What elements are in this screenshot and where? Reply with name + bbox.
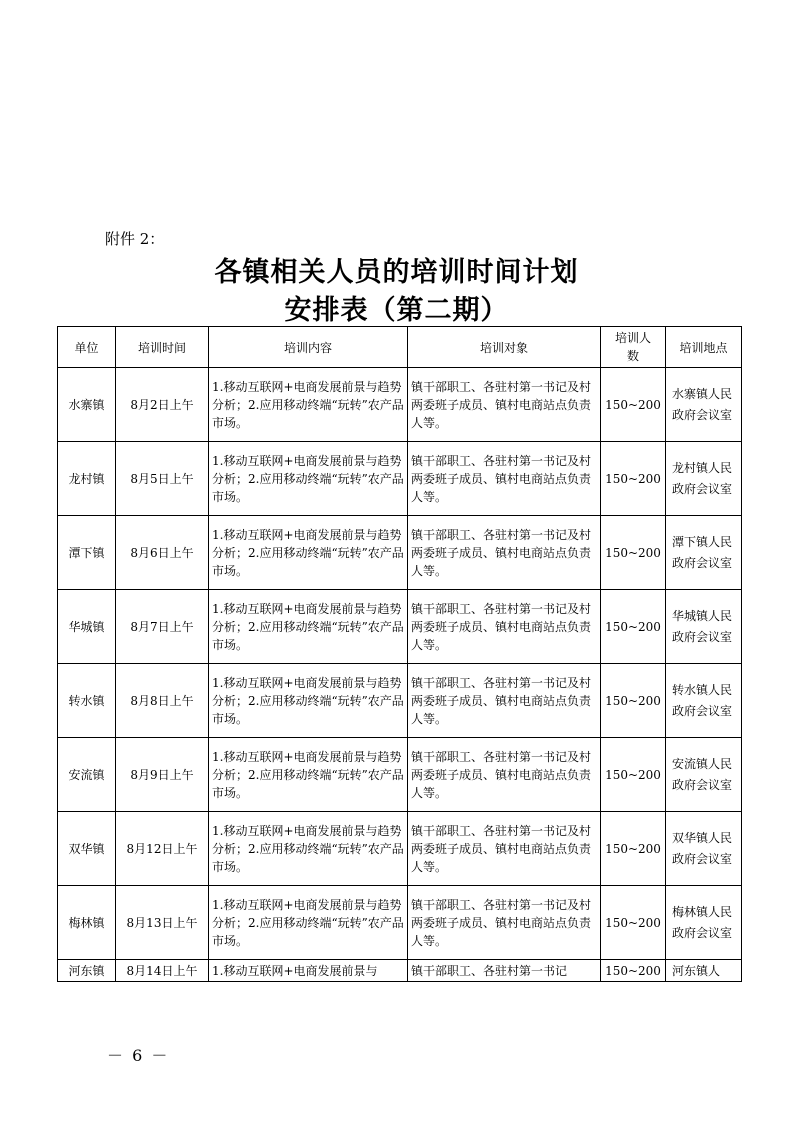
header-target: 培训对象 (408, 327, 601, 368)
cell-place: 潭下镇人民政府会议室 (666, 516, 742, 590)
cell-target: 镇干部职工、各驻村第一书记 (408, 960, 601, 982)
cell-place: 河东镇人 (666, 960, 742, 982)
cell-time: 8月13日上午 (116, 886, 209, 960)
table-row (58, 886, 742, 960)
cell-count: 150~200 (601, 960, 666, 982)
cell-place: 安流镇人民政府会议室 (666, 738, 742, 812)
cell-target: 镇干部职工、各驻村第一书记及村两委班子成员、镇村电商站点负责人等。 (408, 590, 601, 664)
header-place: 培训地点 (666, 327, 742, 368)
page-title-line1: 各镇相关人员的培训时间计划 (214, 257, 579, 288)
cell-content: 1.移动互联网+电商发展前景与趋势分析；2.应用移动终端“玩转”农产品市场。 (209, 442, 408, 516)
cell-target: 镇干部职工、各驻村第一书记及村两委班子成员、镇村电商站点负责人等。 (408, 738, 601, 812)
cell-time: 8月7日上午 (116, 590, 209, 664)
cell-time: 8月8日上午 (116, 664, 209, 738)
cell-content: 1.移动互联网+电商发展前景与趋势分析；2.应用移动终端“玩转”农产品市场。 (209, 590, 408, 664)
table-row (58, 738, 742, 812)
cell-unit: 安流镇 (58, 738, 116, 812)
cell-place: 龙村镇人民政府会议室 (666, 442, 742, 516)
cell-content: 1.移动互联网+电商发展前景与趋势分析；2.应用移动终端“玩转”农产品市场。 (209, 738, 408, 812)
cell-count: 150~200 (601, 516, 666, 590)
cell-target: 镇干部职工、各驻村第一书记及村两委班子成员、镇村电商站点负责人等。 (408, 664, 601, 738)
cell-content: 1.移动互联网+电商发展前景与趋势分析；2.应用移动终端“玩转”农产品市场。 (209, 368, 408, 442)
cell-unit: 梅林镇 (58, 886, 116, 960)
cell-content: 1.移动互联网+电商发展前景与趋势分析；2.应用移动终端“玩转”农产品市场。 (209, 664, 408, 738)
page-title-line2: 安排表（第二期） (284, 295, 509, 326)
cell-time: 8月2日上午 (116, 368, 209, 442)
cell-target: 镇干部职工、各驻村第一书记及村两委班子成员、镇村电商站点负责人等。 (408, 368, 601, 442)
cell-target: 镇干部职工、各驻村第一书记及村两委班子成员、镇村电商站点负责人等。 (408, 812, 601, 886)
header-time: 培训时间 (116, 327, 209, 368)
cell-count: 150~200 (601, 886, 666, 960)
training-schedule-table (57, 326, 742, 982)
header-content: 培训内容 (209, 327, 408, 368)
cell-unit: 双华镇 (58, 812, 116, 886)
cell-place: 梅林镇人民政府会议室 (666, 886, 742, 960)
cell-place: 水寨镇人民政府会议室 (666, 368, 742, 442)
cell-time: 8月6日上午 (116, 516, 209, 590)
cell-count: 150~200 (601, 738, 666, 812)
cell-content: 1.移动互联网+电商发展前景与 (209, 960, 408, 982)
cell-place: 转水镇人民政府会议室 (666, 664, 742, 738)
page-number: － 6 － (107, 1046, 170, 1065)
cell-time: 8月5日上午 (116, 442, 209, 516)
cell-target: 镇干部职工、各驻村第一书记及村两委班子成员、镇村电商站点负责人等。 (408, 516, 601, 590)
cell-time: 8月12日上午 (116, 812, 209, 886)
cell-unit: 转水镇 (58, 664, 116, 738)
cell-unit: 潭下镇 (58, 516, 116, 590)
cell-unit: 龙村镇 (58, 442, 116, 516)
cell-place: 双华镇人民政府会议室 (666, 812, 742, 886)
table-header-row (58, 327, 742, 368)
cell-time: 8月14日上午 (116, 960, 209, 982)
header-unit: 单位 (58, 327, 116, 368)
cell-count: 150~200 (601, 442, 666, 516)
cell-unit: 水寨镇 (58, 368, 116, 442)
table-row (58, 516, 742, 590)
cell-content: 1.移动互联网+电商发展前景与趋势分析；2.应用移动终端“玩转”农产品市场。 (209, 812, 408, 886)
cell-target: 镇干部职工、各驻村第一书记及村两委班子成员、镇村电商站点负责人等。 (408, 442, 601, 516)
cell-target: 镇干部职工、各驻村第一书记及村两委班子成员、镇村电商站点负责人等。 (408, 886, 601, 960)
attachment-label: 附件 2： (105, 230, 165, 248)
table-row (58, 812, 742, 886)
cell-unit: 河东镇 (58, 960, 116, 982)
cell-count: 150~200 (601, 664, 666, 738)
table-row (58, 960, 742, 982)
cell-content: 1.移动互联网+电商发展前景与趋势分析；2.应用移动终端“玩转”农产品市场。 (209, 886, 408, 960)
table-row (58, 590, 742, 664)
table-row (58, 664, 742, 738)
cell-unit: 华城镇 (58, 590, 116, 664)
cell-count: 150~200 (601, 590, 666, 664)
cell-time: 8月9日上午 (116, 738, 209, 812)
cell-count: 150~200 (601, 368, 666, 442)
cell-place: 华城镇人民政府会议室 (666, 590, 742, 664)
cell-count: 150~200 (601, 812, 666, 886)
header-count: 培训人数 (601, 327, 666, 368)
table-row (58, 442, 742, 516)
table-row (58, 368, 742, 442)
cell-content: 1.移动互联网+电商发展前景与趋势分析；2.应用移动终端“玩转”农产品市场。 (209, 516, 408, 590)
